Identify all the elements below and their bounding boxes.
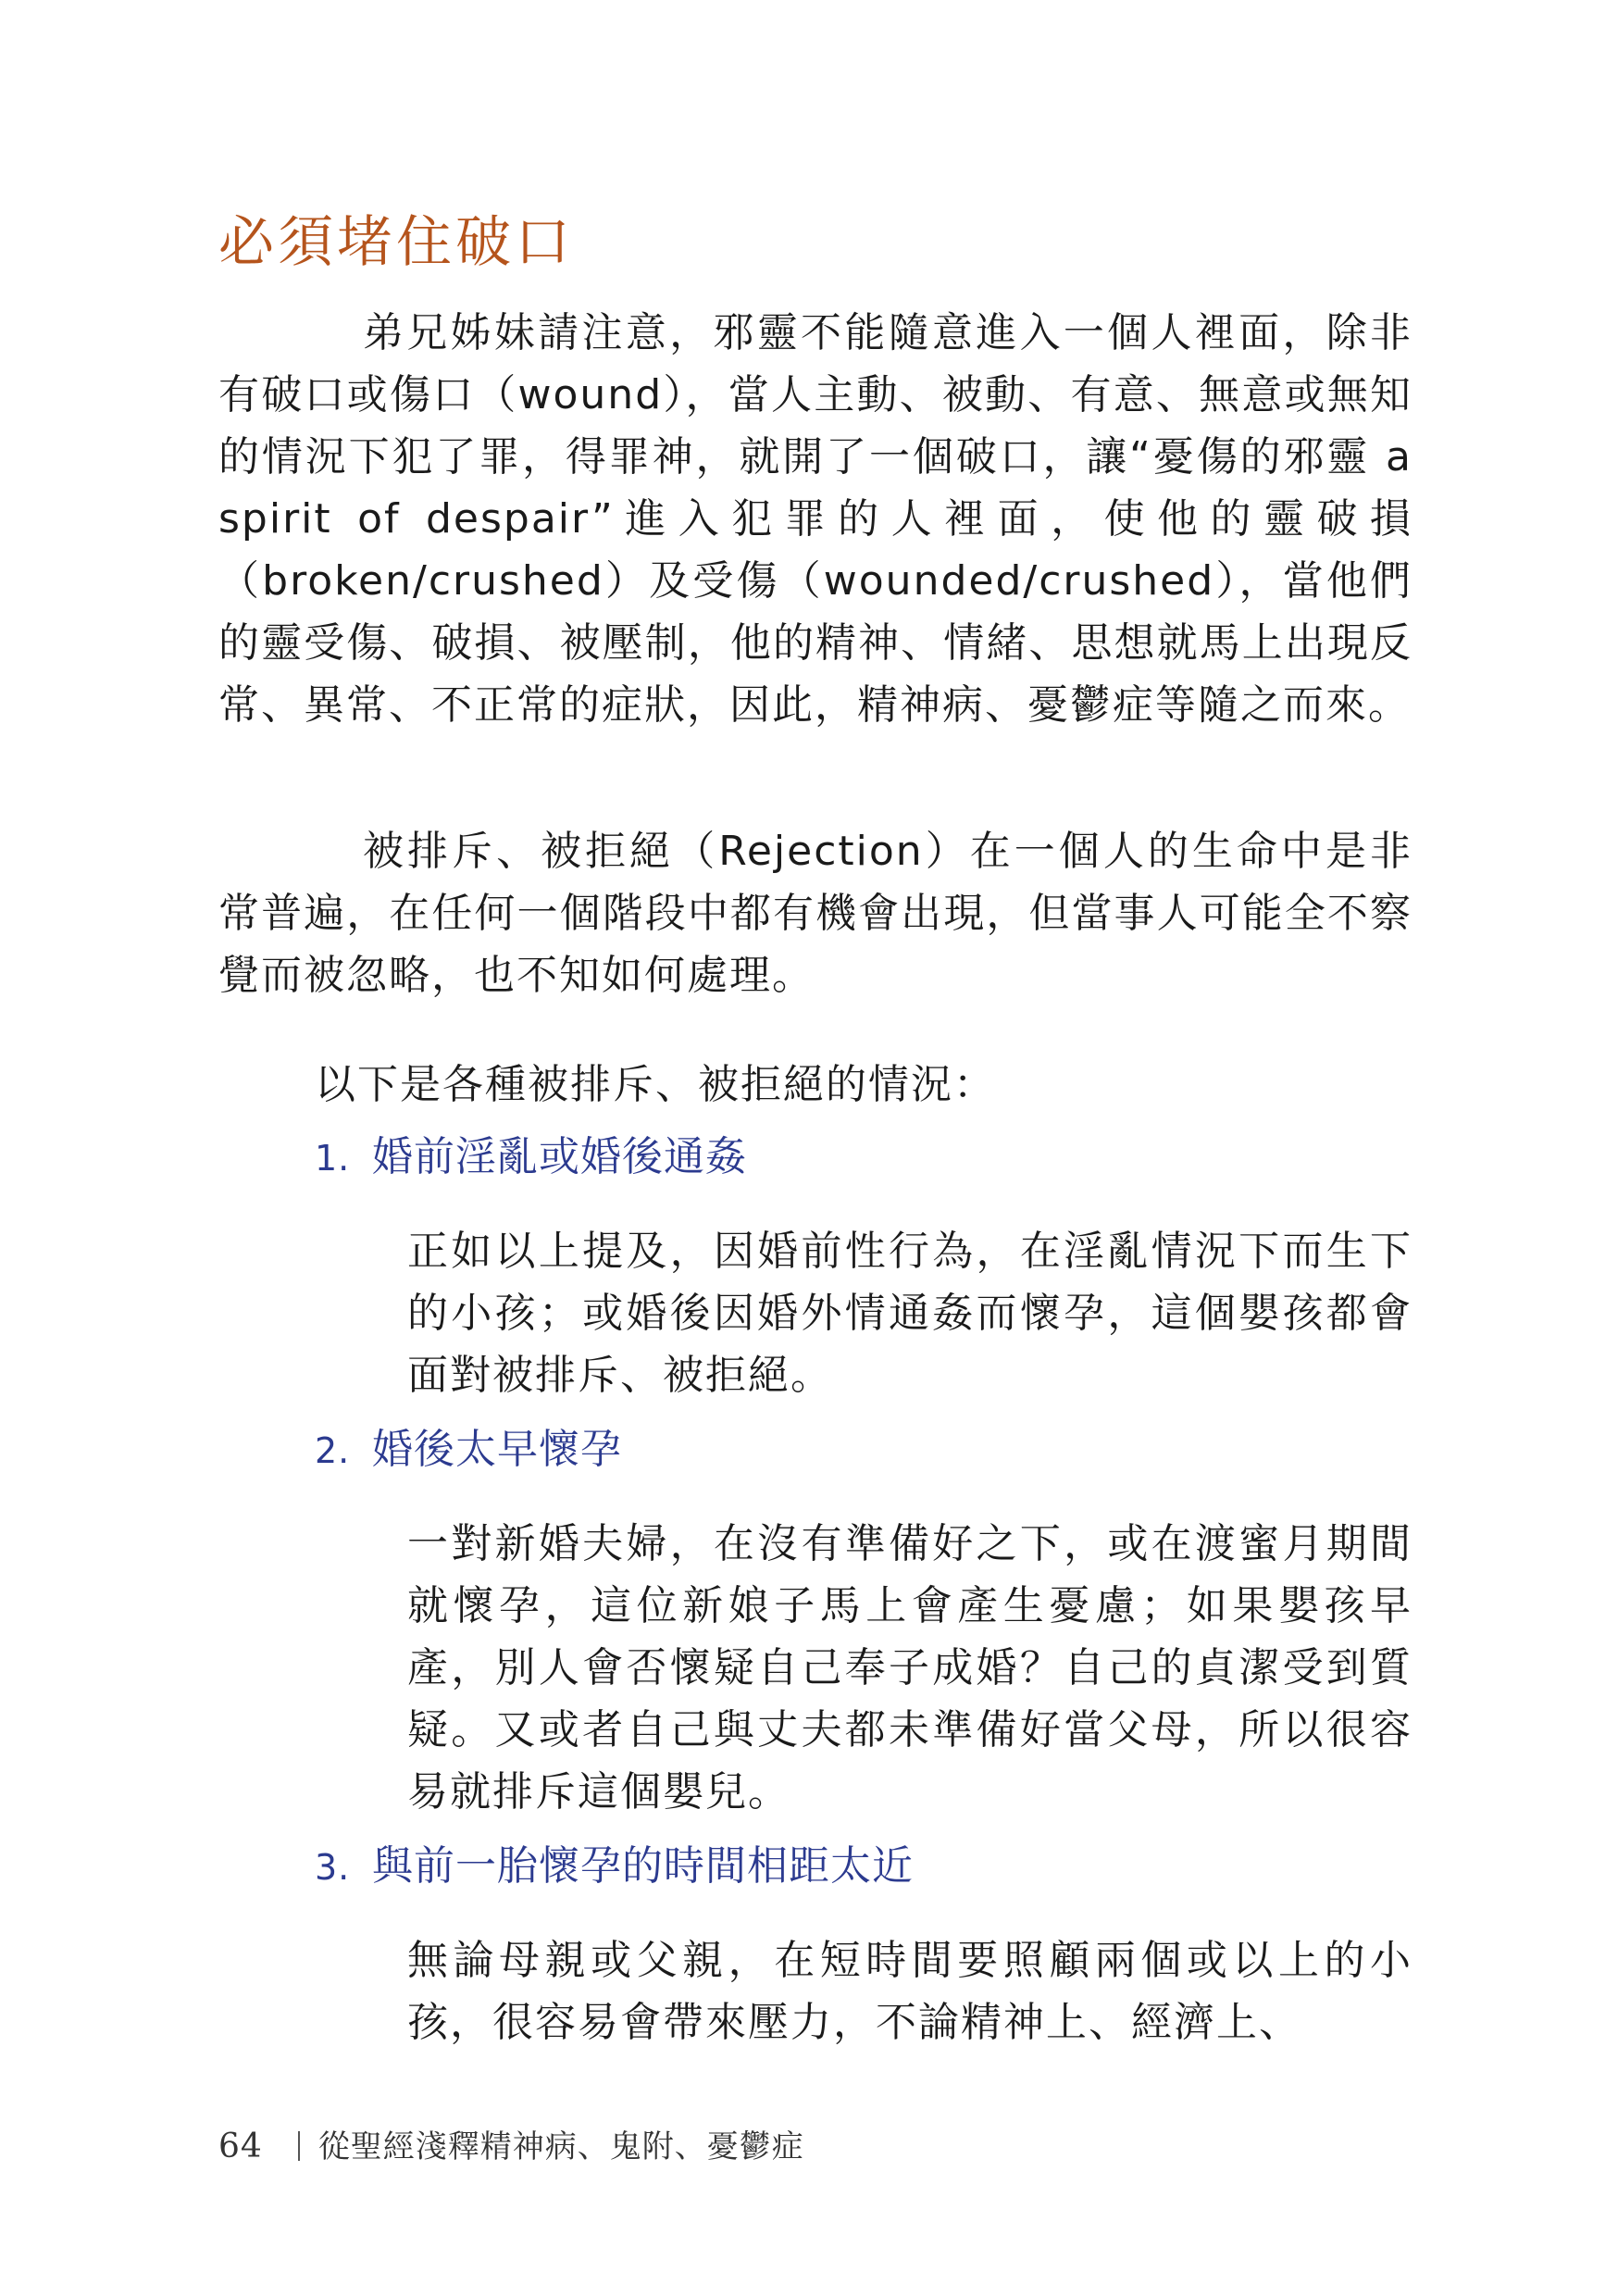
list-item-2-title: 婚後太早懷孕 bbox=[372, 1426, 622, 1473]
list-item-1-title: 婚前淫亂或婚後通姦 bbox=[372, 1133, 747, 1180]
list-item-2-heading bbox=[315, 1418, 622, 1482]
body-paragraph-1: 弟兄姊妹請注意，邪靈不能隨意進入一個人裡面，除非有破口或傷口（wound），當人主動、被動、有意、無意或無知的情況下犯了罪，得罪神，就開了一個破口，讓“憂傷的邪靈 a spirit of despair”進入犯罪的人裡面，使他的靈破損（broken/crushed）及受傷（wounded/crushed），當他們的靈受傷、破損、被壓制，他的精神、情緒、思想就馬上出現反常、異常、不正常的症狀，因此，精神病、憂鬱症等隨之而來。 bbox=[218, 309, 1413, 729]
list-item-2-body: 一對新婚夫婦，在沒有準備好之下，或在渡蜜月期間就懷孕，這位新娘子馬上會產生憂慮；如果嬰孩早產，別人會否懷疑自己奉子成婚？自己的貞潔受到質疑。又或者自己與丈夫都未準備好當父母，所以很容易就排斥這個嬰兒。 bbox=[407, 1520, 1413, 1816]
list-item-1-heading bbox=[315, 1126, 747, 1190]
body-paragraph-2: 被排斥、被拒絕（Rejection）在一個人的生命中是非常普遍，在任何一個階段中都有機會出現，但當事人可能全不察覺而被忽略，也不知如何處理。 bbox=[218, 828, 1413, 999]
page-number: 64 bbox=[218, 2128, 263, 2165]
list-item-3-heading bbox=[315, 1835, 914, 1899]
list-item-3-body: 無論母親或父親，在短時間要照顧兩個或以上的小孩，很容易會帶來壓力，不論精神上、經濟上、 bbox=[407, 1937, 1413, 2046]
section-title: 必須堵住破口 bbox=[218, 210, 574, 275]
book-title: 從聖經淺釋精神病、鬼附、憂鬱症 bbox=[317, 2128, 804, 2165]
list-item-2-number: 2. bbox=[315, 1430, 351, 1471]
list-item-3-number: 3. bbox=[315, 1847, 351, 1888]
page-footer bbox=[218, 2124, 804, 2170]
list-item-1-body: 正如以上提及，因婚前性行為，在淫亂情況下而生下的小孩；或婚後因婚外情通姦而懷孕，這個嬰孩都會面對被排斥、被拒絕。 bbox=[407, 1228, 1413, 1399]
list-item-1-number: 1. bbox=[315, 1138, 351, 1179]
footer-divider bbox=[298, 2131, 300, 2161]
list-intro: 以下是各種被排斥、被拒絕的情況： bbox=[315, 1061, 996, 1108]
list-item-3-title: 與前一胎懷孕的時間相距太近 bbox=[372, 1842, 914, 1890]
